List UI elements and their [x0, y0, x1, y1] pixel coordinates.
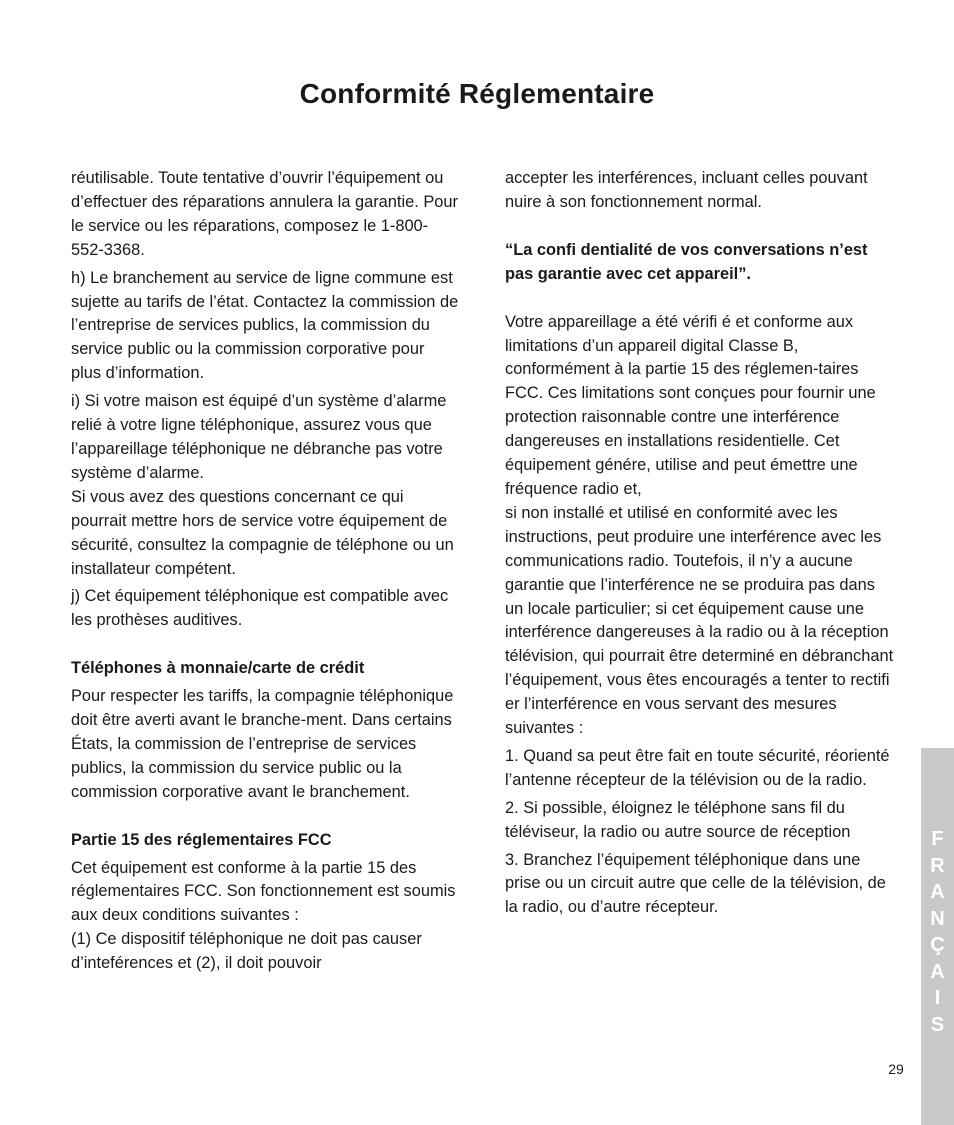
language-tab-letters — [921, 826, 954, 1038]
shared-line-paragraph: h) Le branchement au service de ligne commune est sujette au tarifs de l’état. Contactez la commission de l’entreprise de services publics, la commission du service public ou la commission corporative pour plus d’information. — [71, 268, 459, 383]
language-tab-letter: N — [930, 907, 945, 930]
measure-step-3: 3. Branchez l’équipement téléphonique dans une prise ou un circuit autre que celle de la télévision, de la radio, ou d’autre récepteur. — [505, 850, 886, 917]
hearing-aid-paragraph: j) Cet équipement téléphonique est compatible avec les prothèses auditives. — [71, 587, 449, 630]
left-column — [71, 167, 459, 976]
language-tab-letter: A — [930, 960, 945, 983]
page-number: 29 — [888, 1061, 904, 1077]
alarm-system-paragraph: i) Si votre maison est équipé d’un système d’alarme relié à votre ligne téléphonique, assurez vous que l’appareillage téléphonique ne débranche pas votre système d’alarme. — [71, 392, 447, 482]
language-tab-letter: R — [930, 854, 945, 877]
fcc-conformity-paragraph: Cet équipement est conforme à la partie 15 des réglementaires FCC. Son fonctionnement est soumis aux deux conditions suivantes : — [71, 858, 456, 925]
payphone-heading: Téléphones à monnaie/carte de crédit — [71, 659, 365, 678]
measure-step-1: 1. Quand sa peut être fait en toute sécurité, réorienté l’antenne récepteur de la télévision ou de la radio. — [505, 746, 890, 789]
page-title: Conformité Réglementaire — [299, 78, 655, 109]
interference-acceptance-paragraph: accepter les interférences, incluant celles pouvant nuire à son fonctionnement normal. — [505, 169, 868, 211]
right-column — [505, 167, 895, 920]
class-b-paragraph: Votre appareillage a été vérifi é et conforme aux limitations d’un appareil digital Classe B, conformément à la partie 15 des réglemen-taires FCC. Ces limitations sont conçues pour fournir une protection raisonnable contre une interférence dangereuses en installations residentielle. Cet équipement génére, utilise and peut émettre une fréquence radio et, — [505, 312, 876, 498]
language-tab-letter: Ç — [930, 934, 945, 956]
fcc-part15-heading: Partie 15 des réglementaires FCC — [71, 830, 332, 849]
security-equipment-paragraph: Si vous avez des questions concernant ce qui pourrait mettre hors de service votre équipement de sécurité, consultez la compagnie de téléphone ou un installateur compétent. — [71, 487, 454, 578]
radio-interference-paragraph: si non installé et utilisé en conformité avec les instructions, peut produire une interférence avec les communications radio. Toutefois, il n’y a aucune garantie que l’interférence ne se produira pas dans un locale particulier; si cet équipement cause une interférence dangereuses à la radio ou à la réception télévision, qui pourrait être determiné en débranchant l’équipement, vous êtes encouragés a tenter to rectifi er l’interférence en vous servant des mesures suivantes : — [505, 503, 894, 738]
language-tab-letter: I — [934, 987, 941, 1009]
privacy-notice: “La confi dentialité de vos conversations n’est pas garantie avec cet appareil”. — [505, 240, 868, 283]
language-tab — [921, 748, 954, 1125]
language-tab-letter: F — [931, 828, 944, 850]
warranty-paragraph: réutilisable. Toute tentative d’ouvrir l’équipement ou d’effectuer des réparations annulera la garantie. Pour le service ou les réparations, composez le 1-800-552-3368. — [71, 169, 458, 259]
measure-step-2: 2. Si possible, éloignez le téléphone sans fil du téléviseur, la radio ou autre source de réception — [505, 798, 851, 841]
language-tab-letter: S — [930, 1013, 945, 1036]
fcc-conditions-paragraph: (1) Ce dispositif téléphonique ne doit pas causer d’inteférences et (2), il doit pouvoir — [71, 930, 422, 973]
payphone-paragraph: Pour respecter les tariffs, la compagnie téléphonique doit être averti avant le branche-ment. Dans certains États, la commission de l’entreprise de services publics, la commission du service public ou la commission corporative avant le branchement. — [71, 687, 454, 801]
language-tab-letter: A — [930, 881, 945, 903]
